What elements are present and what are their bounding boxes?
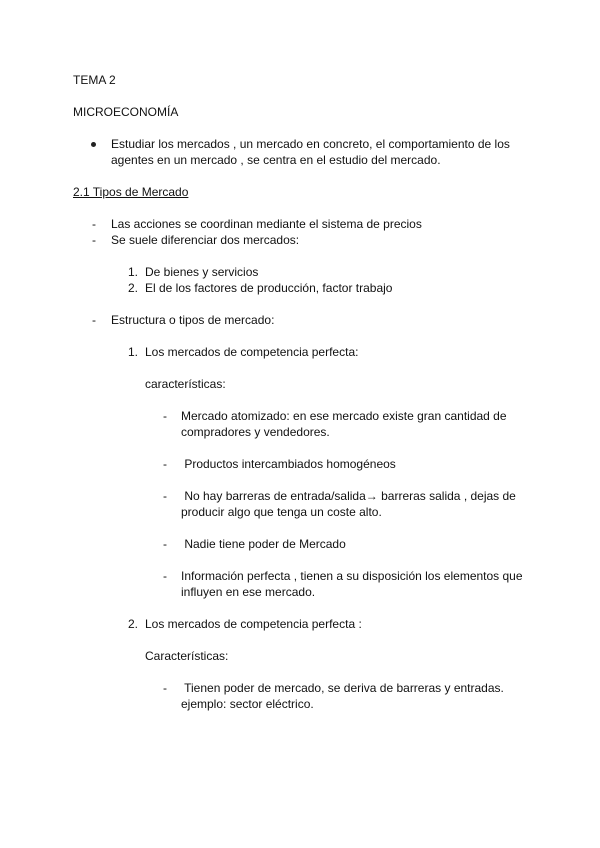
list-item: No hay barreras de entrada/salida→ barreras salida , dejas de	[181, 489, 516, 503]
list-item: influyen en ese mercado.	[181, 585, 316, 599]
list-item: Los mercados de competencia perfecta :	[145, 617, 362, 631]
bullet-icon	[91, 142, 96, 147]
doc-subtitle: MICROECONOMÍA	[73, 105, 179, 119]
list-item: producir algo que tenga un coste alto.	[181, 505, 382, 519]
list-item: Información perfecta , tienen a su disposición los elementos que	[181, 569, 523, 583]
dash-marker: -	[163, 537, 167, 551]
list-number: 1.	[128, 345, 139, 359]
list-item: Mercado atomizado: en ese mercado existe gran cantidad de	[181, 409, 507, 423]
list-number: 2.	[128, 281, 139, 295]
list-item: Se suele diferenciar dos mercados:	[111, 233, 300, 247]
list-item: Los mercados de competencia perfecta:	[145, 345, 359, 359]
list-item: Estructura o tipos de mercado:	[111, 313, 275, 327]
list-number: 2.	[128, 617, 139, 631]
characteristics-label: Características:	[145, 649, 229, 663]
intro-line: agentes en un mercado , se centra en el estudio del mercado.	[111, 153, 441, 167]
list-item: El de los factores de producción, factor trabajo	[145, 281, 393, 295]
dash-marker: -	[92, 313, 96, 327]
list-item: Productos intercambiados homogéneos	[181, 457, 396, 471]
intro-line: Estudiar los mercados , un mercado en concreto, el comportamiento de los	[111, 137, 510, 151]
doc-title: TEMA 2	[73, 73, 116, 87]
dash-marker: -	[163, 489, 167, 503]
dash-marker: -	[163, 409, 167, 423]
dash-marker: -	[92, 217, 96, 231]
characteristics-label: características:	[145, 377, 226, 391]
dash-marker: -	[163, 569, 167, 583]
section-heading: 2.1 Tipos de Mercado	[73, 185, 189, 199]
list-item: Las acciones se coordinan mediante el sistema de precios	[111, 217, 422, 231]
list-item: De bienes y servicios	[145, 265, 259, 279]
list-item: Tienen poder de mercado, se deriva de barreras y entradas.	[181, 681, 504, 695]
dash-marker: -	[92, 233, 96, 247]
dash-marker: -	[163, 681, 167, 695]
list-item: compradores y vendedores.	[181, 425, 330, 439]
list-item: Nadie tiene poder de Mercado	[181, 537, 346, 551]
dash-marker: -	[163, 457, 167, 471]
list-item: ejemplo: sector eléctrico.	[181, 697, 314, 711]
list-number: 1.	[128, 265, 139, 279]
